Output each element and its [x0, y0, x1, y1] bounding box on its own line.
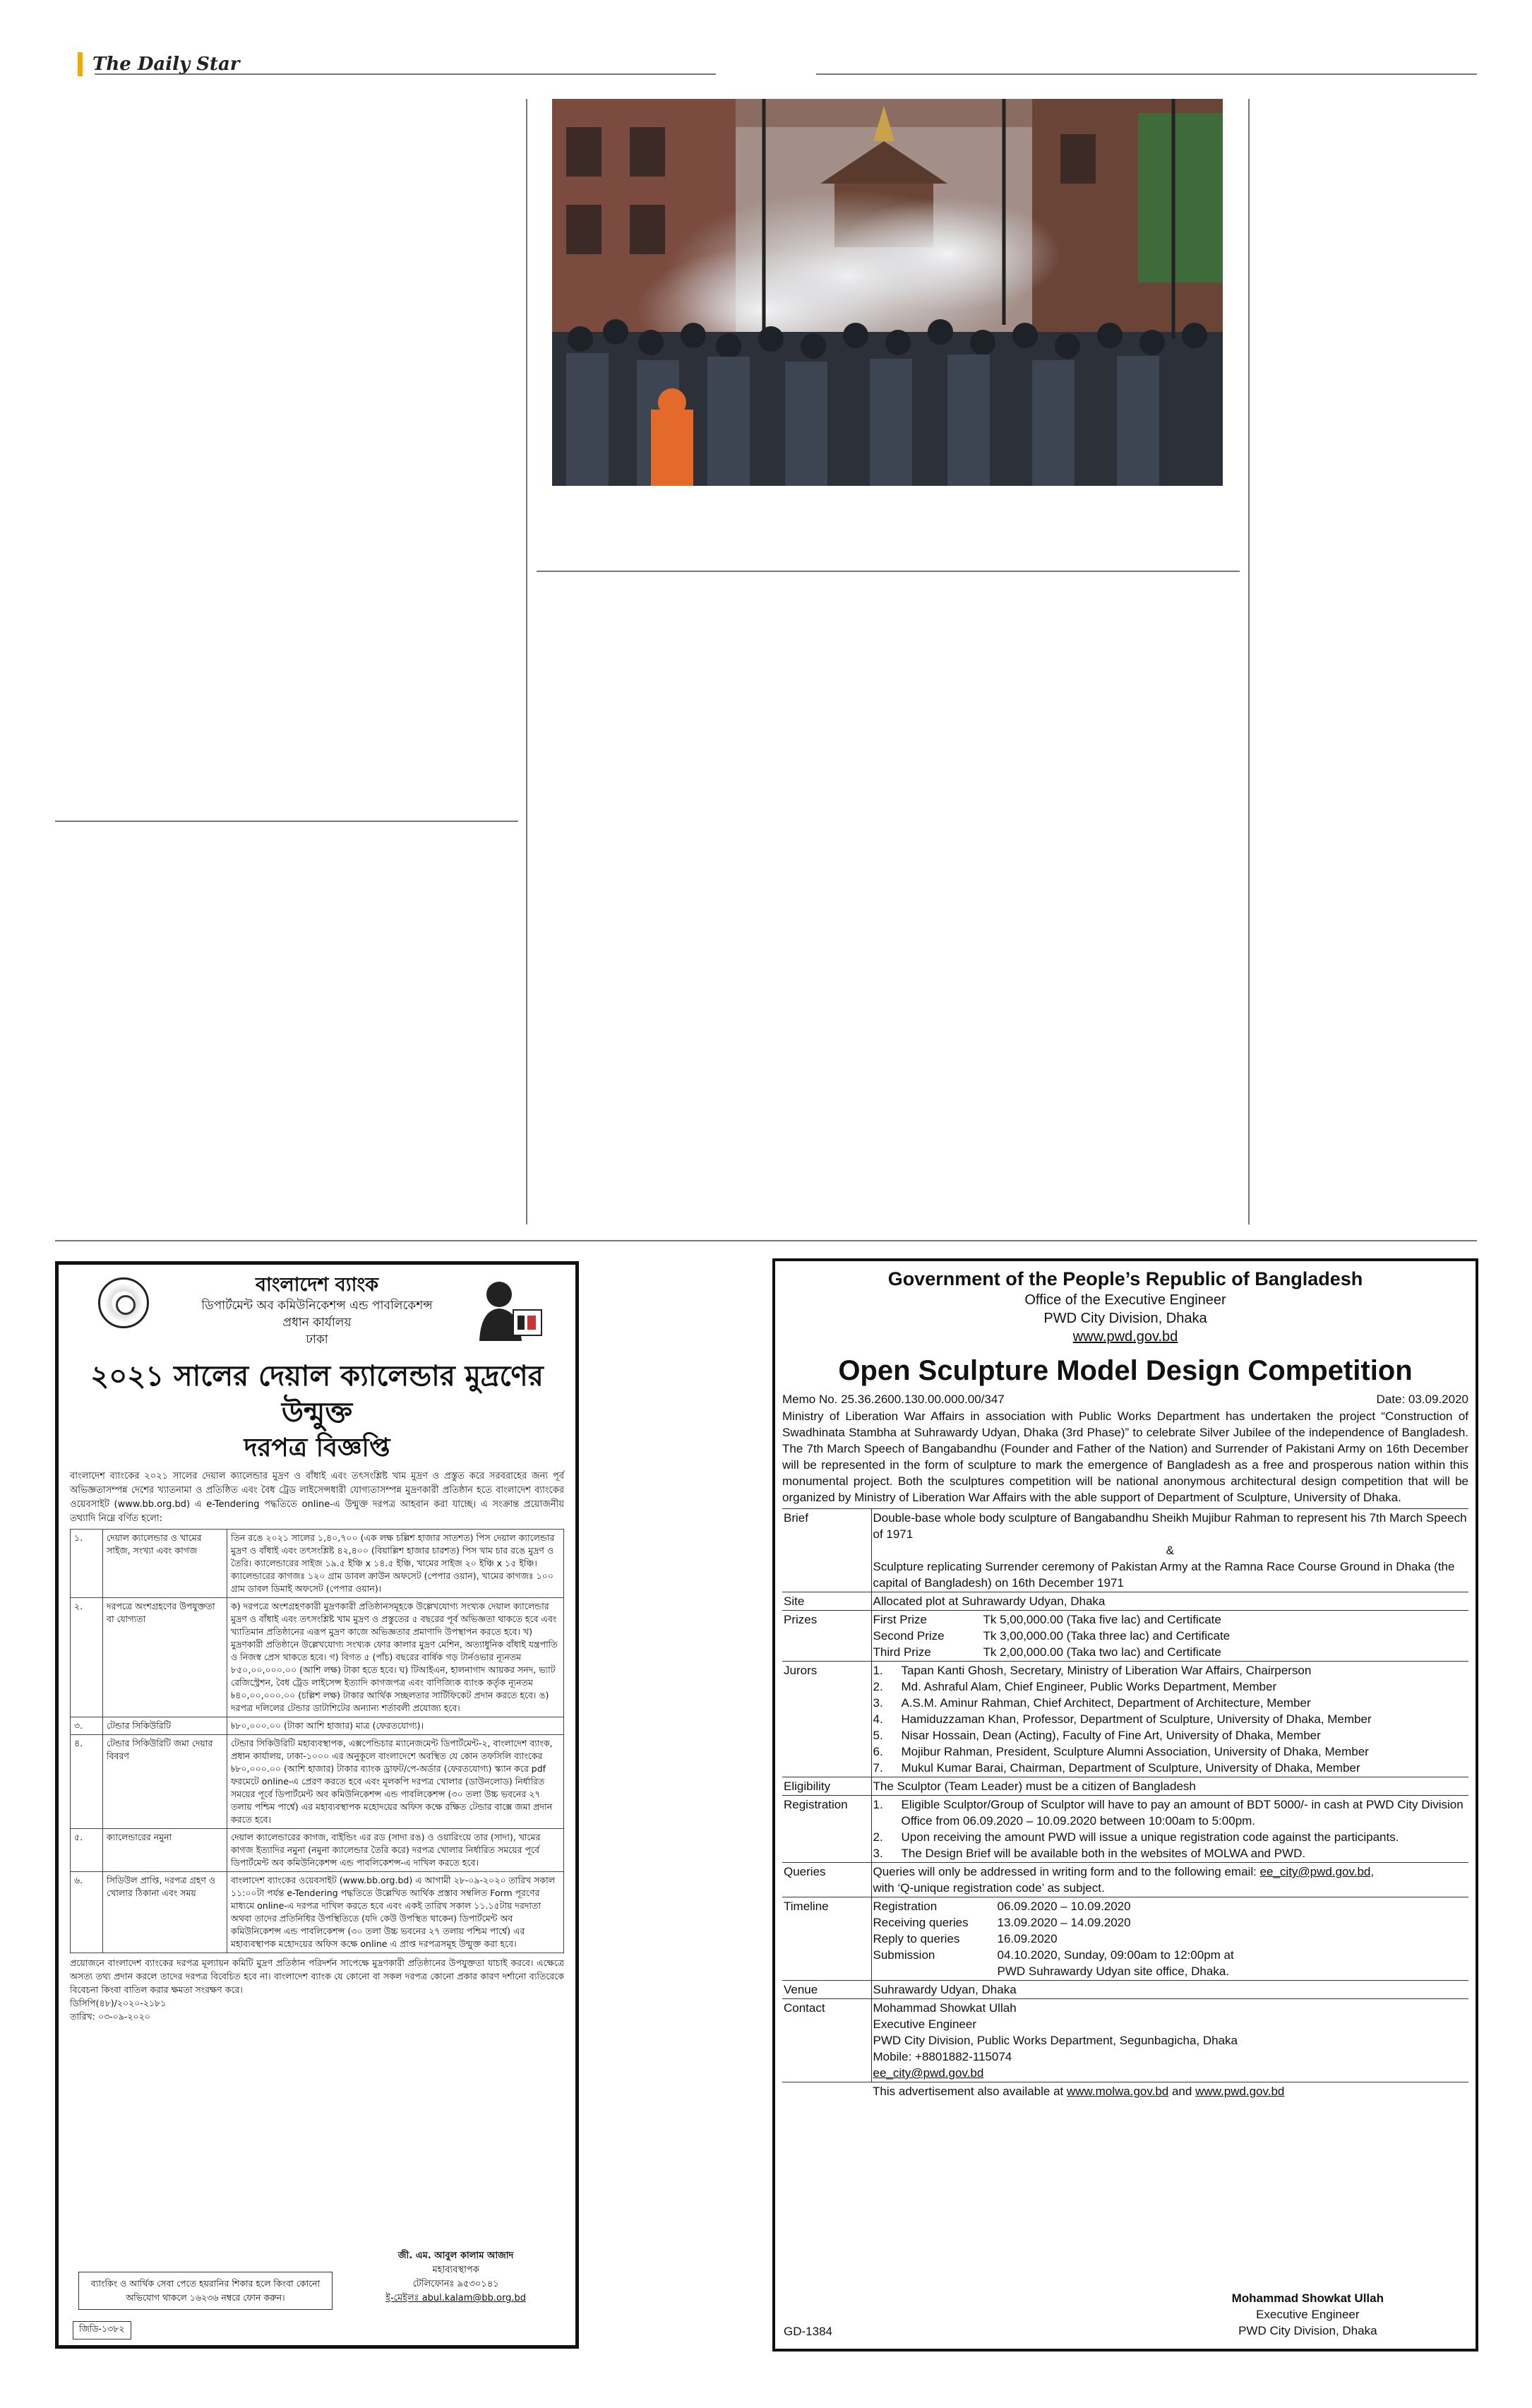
masthead-accent-bar [78, 52, 83, 76]
row-value: তিন রঙে ২০২১ সালের ১,৪০,৭০০ (এক লক্ষ চল্লিশ হাজার সাতশত) পিস দেয়াল ক্যালেন্ডার মুদ্রণ ও বাঁধাই এবং তৎসংশ্লিষ্ট ৪২,৪০০ (বিয়াল্লিশ হাজার চারশত) পিস খাম চার রঙে মুদ্রণ ও তৈরি। ক্যালেন্ডারের সাইজ ১৯.৫ ইঞ্চি x ১৪.৫ ইঞ্চি, খামের সাইজ ২০ ইঞ্চি x ১৫ ইঞ্চি। ক্যালেন্ডারের কাগজঃ ১২০ গ্রাম ডাবল ক্রাউন অফসেট (পেপার ওয়ান), খামের কাগজঃ ১০০ গ্রাম ডাবল ডিমাই অফসেট (পেপার ওয়ান)। [227, 1530, 564, 1598]
juror-number: 6. [873, 1745, 883, 1758]
timeline-name: Receiving queries [873, 1916, 969, 1929]
masthead [78, 52, 239, 76]
table-row [782, 2082, 1468, 2101]
juror-text: A.S.M. Aminur Rahman, Chief Architect, Department of Architecture, Member [901, 1696, 1311, 1710]
row-key: টেন্ডার সিকিউরিটি [103, 1717, 227, 1735]
venue-label: Venue [782, 1981, 871, 1999]
bb-ad-city: ঢাকা [306, 1333, 328, 1347]
bb-ad-title-line1: ২০২১ সালের দেয়াল ক্যালেন্ডার মুদ্রণের উন্মুক্ত [90, 1360, 544, 1429]
contact-mobile: Mobile: +8801882-115074 [873, 2050, 1012, 2063]
pwd-ad-memo-number: Memo No. 25.36.2600.130.00.000.00/347 [782, 1393, 1005, 1406]
table-row [71, 1829, 564, 1872]
juror-row [873, 1662, 1468, 1679]
mujib-centenary-logo-icon [472, 1273, 543, 1341]
jurors-value [871, 1662, 1468, 1777]
contact-name: Mohammad Showkat Ullah [873, 2001, 1017, 2015]
bb-ad-signature-block [385, 2249, 526, 2306]
timeline-date: 13.09.2020 – 14.09.2020 [997, 1916, 1131, 1929]
table-row [71, 1717, 564, 1735]
juror-number: 2. [873, 1680, 883, 1693]
bb-ad-signer-phone: টেলিফোনঃ ৯৫৩০১৪১ [412, 2279, 499, 2289]
row-key: টেন্ডার সিকিউরিটি জমা দেয়ার বিবরণ [103, 1735, 227, 1829]
site-value: Allocated plot at Suhrawardy Udyan, Dhaka [871, 1592, 1468, 1611]
timeline-extra: PWD Suhrawardy Udyan site office, Dhaka. [997, 1965, 1229, 1978]
timeline-label: Timeline [782, 1897, 871, 1981]
news-photo [552, 99, 1223, 486]
bb-ad-code: জিডি-১৩৮২ [73, 2321, 131, 2340]
bb-ad-intro: বাংলাদেশ ব্যাংকের ২০২১ সালের দেয়াল ক্যালেন্ডার মুদ্রণ ও বাঁধাই এবং তৎসংশ্লিষ্ট খাম মুদ্রণ ও প্রস্তুত করে সরবরাহের জন্য পূর্ব অভিজ্ঞতাসম্পন্ন দেশের খ্যাতনামা ও প্রতিষ্ঠিত এবং বৈধ ট্রেড লাইসেন্সধারী যোগ্যতাসম্পন্ন মুদ্রণকারী প্রতিষ্ঠান হতে বাংলাদেশ ব্যাংকের ওয়েবসাইট (www.bb.org.bd) এ e-Tendering পদ্ধতিতে online-এ উন্মুক্ত দরপত্র আহবান করা যাচ্ছে। এ সংক্রান্ত প্রয়োজনীয় তথ্যাদি নিম্নে বর্ণিত হলো: [70, 1471, 564, 1524]
pwd-ad-signer-title: Executive Engineer [1256, 2308, 1360, 2321]
timeline-date: 04.10.2020, Sunday, 09:00am to 12:00pm at [997, 1948, 1234, 1962]
registration-row [873, 1845, 1468, 1861]
prizes-label: Prizes [782, 1611, 871, 1662]
table-row [71, 1598, 564, 1717]
table-row [782, 1777, 1468, 1796]
timeline-name: Registration [873, 1900, 938, 1913]
registration-text: Eligible Sculptor/Group of Sculptor will have to pay an amount of BDT 5000/- in cash at PWD City Division Office from 06.09.2020 – 10.09.2020 between 10:00am to 5:00pm. [901, 1798, 1464, 1828]
bb-ad-reference-number: ডিসিপি(৪৮)/২০২০-২১৮১ [70, 1998, 167, 2008]
registration-number: 1. [873, 1798, 883, 1811]
contact-label: Contact [782, 1999, 871, 2082]
row-key: দরপত্রে অংশগ্রহণের উপযুক্ততা বা যোগ্যতা [103, 1598, 227, 1717]
contact-email-link[interactable]: ee_city@pwd.gov.bd [873, 2066, 984, 2080]
prizes-value [871, 1611, 1468, 1662]
bb-ad-org-name: বাংলাদেশ ব্যাংক [255, 1274, 379, 1296]
table-row [782, 1509, 1468, 1592]
brief-label: Brief [782, 1509, 871, 1592]
contact-value [871, 1999, 1468, 2082]
column-rule-1 [526, 99, 527, 1224]
queries-value: Queries will only be addressed in writing form and to the following email: ee_city@pwd.gov.bd, with ‘Q-unique registration code’ as subject. [871, 1863, 1468, 1897]
bb-ad-signer-email[interactable]: ই-মেইলঃ abul.kalam@bb.org.bd [385, 2293, 526, 2303]
pwd-ad-memo-line [782, 1391, 1468, 1408]
juror-text: Hamiduzzaman Khan, Professor, Department of Sculpture, University of Dhaka, Member [901, 1712, 1372, 1726]
row-number: ১. [71, 1530, 103, 1598]
timeline-row [873, 1947, 1468, 1963]
pwd-competition-ad [772, 1258, 1478, 2352]
juror-text: Tapan Kanti Ghosh, Secretary, Ministry of Liberation War Affairs, Chairperson [901, 1664, 1312, 1677]
table-row [71, 1872, 564, 1953]
timeline-row [873, 1914, 1468, 1931]
availability-prefix: This advertisement also available at [873, 2085, 1064, 2098]
news-photo-image [552, 99, 1223, 486]
bb-ad-title-line2: দরপত্র বিজ্ঞপ্তি [244, 1434, 390, 1462]
row-key: দেয়াল ক্যালেন্ডার ও খামের সাইজ, সংখ্যা এবং কাগজ [103, 1530, 227, 1598]
contact-office: PWD City Division, Public Works Department, Segunbagicha, Dhaka [873, 2034, 1238, 2047]
juror-number: 4. [873, 1712, 883, 1726]
table-row [782, 1863, 1468, 1897]
molwa-website-link[interactable]: www.molwa.gov.bd [1066, 2085, 1169, 2098]
row-value: ক) দরপত্রে অংশগ্রহণকারী মুদ্রণকারী প্রতিষ্ঠানসমূহকে উল্লেখযোগ্য সংখ্যক দেয়াল ক্যালেন্ডার মুদ্রণ ও বাঁধাই এবং তৎসংশ্লিষ্ট খাম মুদ্রণ ও প্রস্তুতের ৫ বছরের পূর্ব অভিজ্ঞতা থাকতে হবে এবং খ্যাতিমান প্রতিষ্ঠানের এরূপ মুদ্রণ কাজে অভিজ্ঞতার প্রমাণাদি উপস্থাপন করতে হবে। খ) মুদ্রণকারী প্রতিষ্ঠানে উল্লেখযোগ্য সংখ্যক ফোর কালার মুদ্রণ মেশিন, অত্যাধুনিক বাঁধাই যন্ত্রপাতি ও নিজস্ব প্রেস থাকতে হবে। গ) বিগত ৫ (পাঁচ) বছরের বার্ষিক গড় টার্নওভার ন্যূনতম ৮৫০,০০,০০০.০০ (আশি লক্ষ) টাকা হতে হবে। ঘ) টিআইএন, হালনাগাদ আয়কর সনদ, ভ্যাট রেজিস্ট্রেশন, বৈধ ট্রেড লাইসেন্স ইত্যাদি কাগজপত্র এবং বাণিজ্যিক ব্যাংক কর্তৃক ন্যূনতম ৳৪০,০০,০০০.০০ (চল্লিশ লক্ষ) টাকার আর্থিক সচ্ছলতার সার্টিফিকেট প্রদান করতে হবে। ঙ) দরপত্র দলিলের টেন্ডার ডাটাশিটের অন্যান্য শর্তাবলী প্রযোজ্য হবে। [227, 1598, 564, 1717]
brief-value [871, 1509, 1468, 1592]
juror-text: Mojibur Rahman, President, Sculpture Alumni Association, University of Dhaka, Member [901, 1745, 1369, 1758]
juror-number: 7. [873, 1761, 883, 1775]
pwd-ad-signer-name: Mohammad Showkat Ullah [1231, 2291, 1384, 2305]
bb-ad-reference-date: তারিখ: ০৩-০৯-২০২০ [70, 2011, 150, 2022]
registration-value [871, 1796, 1468, 1863]
queries-text: Queries will only be addressed in writing form and to the following email: [873, 1865, 1257, 1878]
juror-row [873, 1744, 1468, 1760]
bb-ad-office: প্রধান কার্যালয় [282, 1316, 352, 1330]
table-row [782, 1897, 1468, 1981]
bb-ad-terms-table [70, 1529, 564, 1953]
bb-ad-signer-name: জী. এম. আবুল কালাম আজাদ [397, 2251, 514, 2261]
column-rule-2 [1248, 99, 1250, 1224]
juror-row [873, 1695, 1468, 1711]
row-number: ৬. [71, 1872, 103, 1953]
pwd-ad-website-link[interactable]: www.pwd.gov.bd [1072, 1329, 1178, 1345]
brief-ampersand: & [1166, 1544, 1174, 1557]
eligibility-label: Eligibility [782, 1777, 871, 1796]
contact-title: Executive Engineer [873, 2017, 976, 2031]
row-value: টেন্ডার সিকিউরিটি মহাব্যবস্থাপক, এক্সপেন্ডিচার ম্যানেজমেন্ট ডিপার্টমেন্ট-২, বাংলাদেশ ব্যাংক, প্রধান কার্যালয়, ঢাকা-১০০০ এর অনুকূলে বাংলাদেশে অবস্থিত যে কোন তফসিলি ব্যাংকের ৳৮০,০০০.০০ (আশি হাজার) টাকার ব্যাংক ড্রাফট/পে-অর্ডার (ফেরতযোগ্য) স্ক্যান করে pdf ফরমেটে online-এ প্রেরণ করতে হবে এবং মূলকপি দরপত্র খোলার (ডাউনলোড) নির্ধারিত সময়ের পূর্বে ডিপার্টমেন্ট অব কমিউনিকেশন্স এন্ড পাবলিকেশন্স (৩০ তলা উচ্চ ভবনের ২৭ তলায় পশ্চিম পার্শ্বে) এর মহাব্যবস্থাপক মহোদয়ের অফিস কক্ষে রক্ষিত টেন্ডার বাক্সে জমা প্রদান করতে হবে। [227, 1735, 564, 1829]
venue-value: Suhrawardy Udyan, Dhaka [871, 1981, 1468, 1999]
brief-item-1: Double-base whole body sculpture of Bangabandhu Sheikh Mujibur Rahman to represent his 7th March Speech of 1971 [873, 1511, 1467, 1541]
juror-row [873, 1679, 1468, 1695]
registration-row [873, 1796, 1468, 1829]
pwd-ad-office: Office of the Executive Engineer [1024, 1292, 1226, 1308]
pwd-ad-signature-block [1232, 2290, 1384, 2339]
juror-row [873, 1727, 1468, 1744]
bb-ad-signer-title: মহাব্যবস্থাপক [432, 2265, 479, 2275]
availability-note [871, 2082, 1468, 2101]
queries-subject: with ‘Q-unique registration code’ as subject. [873, 1881, 1105, 1895]
row-key: সিডিউল প্রাপ্তি, দরপত্র গ্রহণ ও খোলার ঠিকানা এবং সময় [103, 1872, 227, 1953]
table-row [782, 1999, 1468, 2082]
prize-amount: Tk 3,00,000.00 (Taka three lac) and Certificate [983, 1629, 1231, 1643]
table-row [782, 1611, 1468, 1662]
prize-name: First Prize [873, 1613, 927, 1626]
pwd-ad-government-title: Government of the People’s Republic of Bangladesh [887, 1268, 1363, 1289]
row-number: ৫. [71, 1829, 103, 1872]
prize-amount: Tk 5,00,000.00 (Taka five lac) and Certificate [983, 1613, 1221, 1626]
table-row [782, 1796, 1468, 1863]
juror-row [873, 1711, 1468, 1727]
caption-rule [537, 571, 1240, 572]
row-value: দেয়াল ক্যালেন্ডারের কাগজ, বাইন্ডিং এর রড (সাদা রঙ) ও ওয়ারিংয়ে তার (সাদা), খামের কাগজ ইত্যাদির নমুনা (নমুনা ক্যালেন্ডার তৈরি করে) দরপত্র খোলার নির্ধারিত সময়ের পূর্বে ডিপার্টমেন্ট অব কমিউনিকেশন্স এন্ড পাবলিকেশন্স-এ দাখিল করতে হবে। [227, 1829, 564, 1872]
bb-ad-complaint-box: ব্যাংকিং ও আর্থিক সেবা পেতে হয়রানির শিকার হলে কিংবা কোনো অভিযোগ থাকলে ১৬২৩৬ নম্বরে ফোন করুন। [78, 2272, 333, 2310]
pwd-website-link[interactable]: www.pwd.gov.bd [1195, 2085, 1285, 2098]
timeline-row [873, 1963, 1468, 1979]
juror-text: Mukul Kumar Barai, Chairman, Department of Sculpture, University of Dhaka, Member [901, 1761, 1360, 1775]
jurors-label: Jurors [782, 1662, 871, 1777]
timeline-date: 06.09.2020 – 10.09.2020 [997, 1900, 1131, 1913]
pwd-ad-intro: Ministry of Liberation War Affairs in association with Public Works Department has undertaken the project “Construction of Swadhinata Stambha at Suhrawardy Udyan, Dhaka (3rd Phase)” to celebrate Silver Jubilee of the independence of Bangladesh. The 7th March Speech of Bangabandhu (Founder and Father of the Nation) and Surrender of Pakistani Army on 16th December will be represented in the form of sculpture to mark the emergence of Bangladesh as a free and prosperous nation within this monumental project. Both the sculptures competition will be national anonymous architectural design competition that will be organized by Ministry of Liberation War Affairs with the able support of Department of Sculpture, University of Dhaka. [782, 1409, 1468, 1504]
row-number: ৩. [71, 1717, 103, 1735]
table-row [71, 1530, 564, 1598]
top-rule-right [816, 73, 1477, 75]
bangladesh-bank-seal-icon [98, 1277, 149, 1328]
left-column-rule [55, 821, 518, 822]
juror-number: 5. [873, 1729, 883, 1742]
row-number: ৪. [71, 1735, 103, 1829]
eligibility-value: The Sculptor (Team Leader) must be a citizen of Bangladesh [871, 1777, 1468, 1796]
brief-item-2: Sculpture replicating Surrender ceremony of Pakistan Army at the Ramna Race Course Ground in Dhaka (the capital of Bangladesh) on 16th December 1971 [873, 1560, 1455, 1590]
bb-ad-department: ডিপার্টমেন্ট অব কমিউনিকেশন্স এন্ড পাবলিকেশন্স [201, 1299, 433, 1313]
registration-label: Registration [782, 1796, 871, 1863]
timeline-row [873, 1931, 1468, 1947]
table-row [782, 1981, 1468, 1999]
prize-name: Second Prize [873, 1629, 945, 1643]
timeline-value [871, 1897, 1468, 1981]
timeline-name: Reply to queries [873, 1932, 960, 1945]
juror-text: Md. Ashraful Alam, Chief Engineer, Public Works Department, Member [901, 1680, 1277, 1693]
registration-text: The Design Brief will be available both in the websites of MOLWA and PWD. [901, 1847, 1306, 1860]
juror-text: Nisar Hossain, Dean (Acting), Faculty of Fine Art, University of Dhaka, Member [901, 1729, 1321, 1742]
table-row [71, 1735, 564, 1829]
registration-number: 3. [873, 1847, 883, 1860]
pwd-ad-signer-division: PWD City Division, Dhaka [1238, 2324, 1377, 2337]
site-label: Site [782, 1592, 871, 1611]
row-value: বাংলাদেশ ব্যাংকের ওয়েবসাইট (www.bb.org.bd) এ আগামী ২৮-০৯-২০২০ তারিখ সকাল ১১:০০টা পর্যন্ত e-Tendering পদ্ধতিতে উল্লেখিত আর্থিক প্রস্তাব সম্বলিত Form পূরণের মাধ্যমে online-এ দরপত্র দাখিল করতে হবে এবং একই তারিখ সকাল ১১.১৫টায় দরদাতা অথবা তাদের প্রতিনিধির উপস্থিতিতে (যদি কেউ উপস্থিত থাকেন) ডিপার্টমেন্ট অব কমিউনিকেশন্স এন্ড পাবলিকেশন্স (৩০ তলা উচ্চ ভবনের ২৭ তলায় পশ্চিম পার্শ্বে) এর মহাব্যবস্থাপক মহোদয়ের অফিস কক্ষে online এ প্রাপ্ত দরপত্রসমূহ উন্মুক্ত করা হবে। [227, 1872, 564, 1953]
prize-row [873, 1628, 1468, 1644]
prize-name: Third Prize [873, 1645, 931, 1659]
juror-number: 3. [873, 1696, 883, 1710]
registration-number: 2. [873, 1830, 883, 1844]
masthead-name: The Daily Star [92, 54, 240, 75]
pwd-ad-details-table [782, 1508, 1468, 2100]
prize-row [873, 1611, 1468, 1628]
table-row [782, 1662, 1468, 1777]
table-row [782, 1592, 1468, 1611]
bb-ad-footer-note: প্রয়োজনে বাংলাদেশ ব্যাংকের দরপত্র মূল্যায়ন কমিটি মুদ্রণ প্রতিষ্ঠান পরিদর্শন সাপেক্ষে মুদ্রণকারী প্রতিষ্ঠানের উপযুক্ততা যাচাই করবে। এক্ষেত্রে অসত্য তথ্য প্রদান করলে তাদের দরপত্র বিবেচিত হবে না। বাংলাদেশ ব্যাংক যে কোনো বা সকল দরপত্র কোনো প্রকার কারণ দর্শানো ব্যতিরেকে বিবেচনা কিংবা বাতিল করার ক্ষমতা সংরক্ষণ করে। [70, 1957, 564, 1995]
prize-row [873, 1644, 1468, 1660]
pwd-ad-division: PWD City Division, Dhaka [1043, 1311, 1207, 1326]
timeline-name: Submission [873, 1948, 935, 1962]
timeline-date: 16.09.2020 [997, 1932, 1058, 1945]
juror-number: 1. [873, 1664, 883, 1677]
ad-section-rule [55, 1240, 1477, 1241]
queries-email-link[interactable]: ee_city@pwd.gov.bd [1259, 1865, 1371, 1878]
row-value: ৳৮০,০০০.০০ (টাকা আশি হাজার) মাত্র (ফেরতযোগ্য)। [227, 1717, 564, 1735]
queries-label: Queries [782, 1863, 871, 1897]
registration-row [873, 1829, 1468, 1845]
pwd-ad-code: GD-1384 [784, 2325, 832, 2338]
prize-amount: Tk 2,00,000.00 (Taka two lac) and Certificate [983, 1645, 1221, 1659]
pwd-ad-title: Open Sculpture Model Design Competition [838, 1355, 1413, 1386]
row-key: ক্যালেন্ডারের নমুনা [103, 1829, 227, 1872]
bb-ad-header [70, 1273, 564, 1352]
bangladesh-bank-tender-ad [55, 1261, 579, 2349]
timeline-row [873, 1898, 1468, 1914]
pwd-ad-date: Date: 03.09.2020 [1376, 1393, 1468, 1406]
availability-and: and [1171, 2085, 1192, 2098]
row-number: ২. [71, 1598, 103, 1717]
juror-row [873, 1760, 1468, 1776]
registration-text: Upon receiving the amount PWD will issue a unique registration code against the participants. [901, 1830, 1399, 1844]
